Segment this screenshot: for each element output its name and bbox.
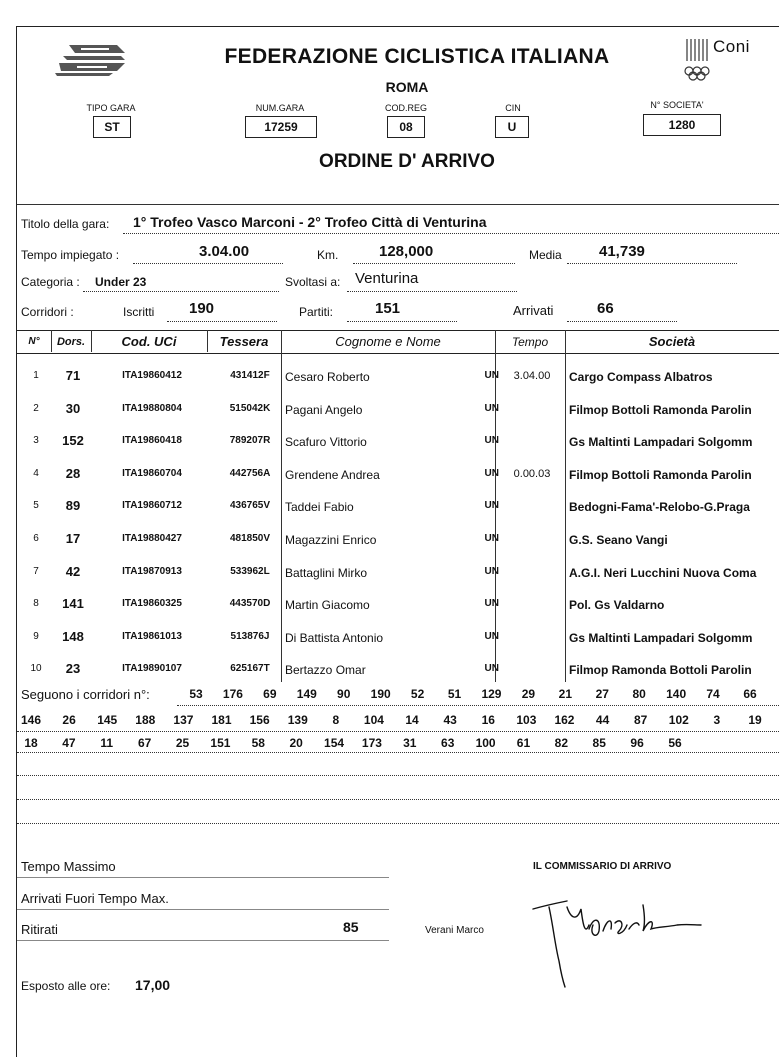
following-rider-number: 85 (592, 736, 606, 750)
following-rider-number: 20 (289, 736, 303, 750)
row-license: 442756A (229, 467, 271, 479)
following-rider-number: 181 (211, 713, 232, 727)
row-team: Gs Maltinti Lampadari Solgomm (569, 435, 753, 450)
row-bib: 42 (65, 563, 81, 579)
row-rider-name: Cesaro Roberto (285, 370, 370, 384)
col-header-time: Tempo (511, 335, 549, 349)
registered-label: Iscritti (123, 305, 155, 319)
row-bib: 152 (62, 433, 84, 449)
row-uci-code: ITA19890107 (122, 663, 182, 675)
column-divider (51, 330, 52, 352)
row-bib: 23 (65, 661, 81, 677)
registered-count: 190 (189, 300, 215, 317)
table-row (17, 559, 779, 592)
dotted-line (353, 263, 515, 264)
riders-label: Corridori : (21, 305, 74, 319)
row-license: 513876J (230, 630, 270, 642)
row-category: UN (484, 435, 499, 447)
following-rider-number: 16 (481, 713, 495, 727)
following-rider-number: 61 (516, 736, 531, 750)
following-rider-number: 43 (443, 713, 457, 727)
row-uci-code: ITA19860704 (122, 467, 182, 479)
row-category: UN (484, 630, 499, 642)
row-category: UN (484, 565, 499, 577)
following-rider-number: 102 (668, 713, 689, 727)
table-row (17, 461, 779, 494)
row-rider-name: Martin Giacomo (285, 598, 370, 613)
following-rider-number: 74 (706, 687, 720, 701)
row-bib: 17 (65, 531, 81, 546)
cin-label: CIN (505, 103, 521, 113)
max-time-label: Tempo Massimo (21, 859, 116, 874)
results-table-header (17, 330, 779, 354)
dotted-line (347, 321, 457, 322)
following-rider-number: 129 (481, 687, 502, 701)
row-position: 5 (33, 500, 39, 512)
posted-label: Esposto alle ore: (21, 979, 111, 993)
race-title: 1° Trofeo Vasco Marconi - 2° Trofeo Città di Venturina (133, 214, 487, 230)
cin-box: U (495, 116, 529, 138)
category-label: Categoria : (21, 275, 80, 289)
dotted-line (83, 291, 279, 292)
race-title-label: Titolo della gara: (21, 217, 110, 231)
following-rider-number: 53 (189, 687, 203, 701)
row-category: UN (484, 467, 499, 479)
dotted-line (167, 321, 277, 322)
row-position: 2 (33, 402, 39, 414)
divider (17, 877, 389, 878)
coni-label: Coni (713, 37, 750, 56)
retired-count: 85 (343, 919, 359, 935)
row-category: UN (484, 663, 499, 675)
time-label: Tempo impiegato : (21, 248, 120, 262)
row-position: 3 (33, 435, 39, 447)
document-title: ORDINE D' ARRIVO (319, 151, 495, 172)
following-rider-number: 44 (595, 713, 610, 727)
place-label: Svoltasi a: (285, 275, 341, 289)
following-rider-number: 66 (743, 687, 757, 701)
row-bib: 30 (65, 400, 81, 416)
following-rider-number: 145 (97, 713, 118, 727)
race-category: Under 23 (95, 275, 147, 289)
row-bib: 148 (62, 628, 84, 644)
region-code-box: 08 (387, 116, 425, 138)
row-time: 0.00.03 (513, 467, 551, 480)
following-rider-number: 140 (666, 687, 687, 701)
dotted-line (177, 705, 779, 706)
race-place: Venturina (355, 270, 419, 287)
following-rider-number: 190 (370, 687, 391, 701)
following-rider-number: 90 (337, 687, 351, 701)
following-rider-number: 47 (62, 736, 76, 750)
arrived-count: 66 (597, 300, 614, 317)
federation-city: ROMA (385, 79, 429, 95)
dotted-line (123, 233, 779, 234)
race-type-label: TIPO GARA (86, 103, 136, 113)
following-rider-number: 26 (62, 713, 76, 727)
following-rider-number: 173 (361, 736, 382, 750)
row-uci-code: ITA19880427 (122, 533, 182, 544)
divider (17, 909, 389, 910)
row-category: UN (484, 533, 499, 544)
following-rider-number: 80 (632, 687, 646, 701)
col-header-name: Cognome e Nome (335, 334, 441, 349)
following-rider-number: 52 (410, 687, 425, 701)
following-rider-number: 67 (137, 736, 152, 750)
table-row (17, 363, 779, 396)
race-average: 41,739 (599, 243, 645, 260)
row-uci-code: ITA19880804 (122, 402, 182, 414)
km-label: Km. (317, 248, 339, 262)
following-rider-number: 8 (332, 713, 340, 727)
column-divider (91, 330, 92, 352)
following-rider-number: 58 (251, 736, 265, 750)
row-uci-code: ITA19860325 (122, 598, 182, 610)
federation-title: FEDERAZIONE CICLISTICA ITALIANA (224, 45, 610, 68)
row-rider-name: Scafuro Vittorio (285, 435, 367, 450)
col-header-position: N° (28, 336, 40, 347)
row-position: 8 (33, 598, 39, 610)
following-rider-number: 162 (554, 713, 575, 727)
following-rider-number: 188 (135, 713, 156, 727)
following-rider-number: 3 (713, 713, 721, 727)
following-rider-number: 96 (630, 736, 644, 750)
table-row (17, 656, 779, 689)
row-uci-code: ITA19860712 (122, 500, 182, 512)
following-riders-label: Seguono i corridori n°: (21, 687, 150, 702)
dotted-line (17, 775, 779, 776)
row-team: A.G.I. Neri Lucchini Nuova Coma (569, 565, 757, 580)
dotted-line (347, 291, 517, 292)
following-rider-number: 151 (210, 736, 231, 750)
row-bib: 28 (65, 465, 81, 481)
average-label: Media (529, 248, 562, 262)
retired-label: Ritirati (21, 922, 58, 937)
following-rider-number: 103 (516, 713, 537, 727)
dotted-line (567, 321, 677, 322)
following-rider-number: 87 (633, 713, 648, 727)
society-number-label: N° SOCIETA' (650, 100, 704, 110)
row-bib: 141 (62, 596, 84, 612)
column-divider (207, 330, 208, 352)
row-bib: 71 (65, 368, 81, 383)
row-uci-code: ITA19861013 (122, 630, 182, 642)
fci-logo-icon (55, 43, 129, 77)
dotted-line (17, 752, 779, 753)
row-position: 1 (33, 370, 39, 381)
following-rider-number: 137 (173, 713, 194, 727)
row-uci-code: ITA19860412 (122, 370, 182, 381)
dotted-line (17, 799, 779, 800)
following-rider-number: 156 (249, 713, 270, 727)
row-license: 431412F (230, 370, 270, 381)
signature (527, 895, 707, 995)
following-rider-number: 63 (441, 736, 455, 750)
following-rider-number: 146 (20, 713, 42, 727)
table-row (17, 624, 779, 657)
row-category: UN (484, 500, 499, 512)
dotted-line (17, 823, 779, 824)
row-team: G.S. Seano Vangi (569, 533, 668, 547)
commissioner-label: IL COMMISSARIO DI ARRIVO (533, 861, 672, 872)
following-rider-number: 18 (24, 736, 38, 750)
dotted-line (567, 263, 737, 264)
row-license: 789207R (229, 435, 271, 447)
following-rider-number: 176 (222, 687, 243, 701)
row-rider-name: Battaglini Mirko (285, 565, 368, 580)
row-uci-code: ITA19870913 (122, 565, 182, 577)
out-of-time-label: Arrivati Fuori Tempo Max. (21, 891, 169, 906)
following-rider-number: 14 (405, 713, 419, 727)
row-position: 9 (33, 630, 39, 642)
row-category: UN (484, 370, 499, 381)
row-position: 7 (33, 565, 39, 577)
row-category: UN (484, 402, 499, 414)
row-license: 436765V (229, 500, 271, 512)
race-time: 3.04.00 (199, 243, 250, 260)
following-rider-number: 21 (558, 687, 572, 701)
col-header-team: Società (648, 334, 696, 349)
row-uci-code: ITA19860418 (122, 435, 182, 447)
row-rider-name: Bertazzo Omar (285, 663, 366, 678)
following-rider-number: 56 (668, 736, 682, 750)
row-team: Filmop Bottoli Ramonda Parolin (569, 467, 752, 482)
started-label: Partiti: (299, 305, 334, 319)
table-row (17, 493, 779, 526)
following-rider-number: 100 (475, 736, 496, 750)
row-license: 515042K (229, 402, 271, 414)
region-code-label: COD.REG (384, 103, 427, 113)
following-rider-number: 29 (521, 687, 536, 701)
race-km: 128,000 (379, 243, 434, 260)
row-team: Gs Maltinti Lampadari Solgomm (569, 630, 753, 645)
following-rider-number: 82 (554, 736, 569, 750)
following-rider-number: 51 (447, 687, 462, 701)
dotted-line (17, 731, 779, 732)
following-rider-number: 104 (363, 713, 384, 727)
started-count: 151 (375, 300, 401, 317)
row-rider-name: Pagani Angelo (285, 402, 363, 417)
row-team: Filmop Bottoli Ramonda Parolin (569, 402, 752, 417)
row-team: Bedogni-Fama'-Relobo-G.Praga (569, 500, 750, 515)
row-bib: 89 (65, 498, 81, 514)
divider (17, 940, 389, 941)
posted-time: 17,00 (135, 977, 171, 993)
row-position: 6 (33, 533, 39, 544)
row-rider-name: Magazzini Enrico (285, 533, 377, 547)
dotted-line (133, 263, 283, 264)
row-category: UN (484, 598, 499, 610)
table-row (17, 396, 779, 429)
following-rider-number: 25 (175, 736, 190, 750)
row-team: Cargo Compass Albatros (569, 370, 713, 384)
following-rider-number: 69 (263, 687, 277, 701)
arrival-order-sheet (16, 26, 779, 1057)
row-license: 443570D (229, 598, 271, 610)
col-header-license: Tessera (219, 334, 269, 349)
following-rider-number: 154 (324, 736, 345, 750)
row-position: 10 (30, 663, 42, 675)
following-rider-number: 31 (403, 736, 417, 750)
commissioner-name: Verani Marco (425, 925, 484, 936)
following-rider-number: 11 (100, 736, 114, 750)
row-rider-name: Di Battista Antonio (285, 630, 384, 645)
divider (17, 204, 779, 205)
row-team: Pol. Gs Valdarno (569, 598, 665, 613)
following-rider-number: 139 (287, 713, 308, 727)
race-number-box: 17259 (245, 116, 317, 138)
race-type-box: ST (93, 116, 131, 138)
following-rider-number: 27 (595, 687, 609, 701)
row-license: 533962L (230, 565, 270, 577)
following-rider-number: 149 (296, 687, 317, 701)
row-license: 481850V (229, 533, 271, 544)
table-row (17, 526, 779, 559)
race-number-label: NUM.GARA (255, 103, 305, 113)
row-rider-name: Taddei Fabio (285, 500, 354, 515)
arrived-label: Arrivati (513, 303, 554, 318)
col-header-bib: Dors. (56, 336, 86, 348)
col-header-uci-code: Cod. UCi (121, 334, 177, 349)
row-position: 4 (33, 467, 39, 479)
following-rider-number: 19 (748, 713, 762, 727)
row-team: Filmop Ramonda Bottoli Parolin (569, 663, 752, 678)
table-row (17, 591, 779, 624)
row-time: 3.04.00 (513, 370, 551, 382)
society-number-box: 1280 (643, 114, 721, 136)
table-row (17, 428, 779, 461)
row-license: 625167T (230, 663, 270, 675)
row-rider-name: Grendene Andrea (285, 467, 380, 482)
